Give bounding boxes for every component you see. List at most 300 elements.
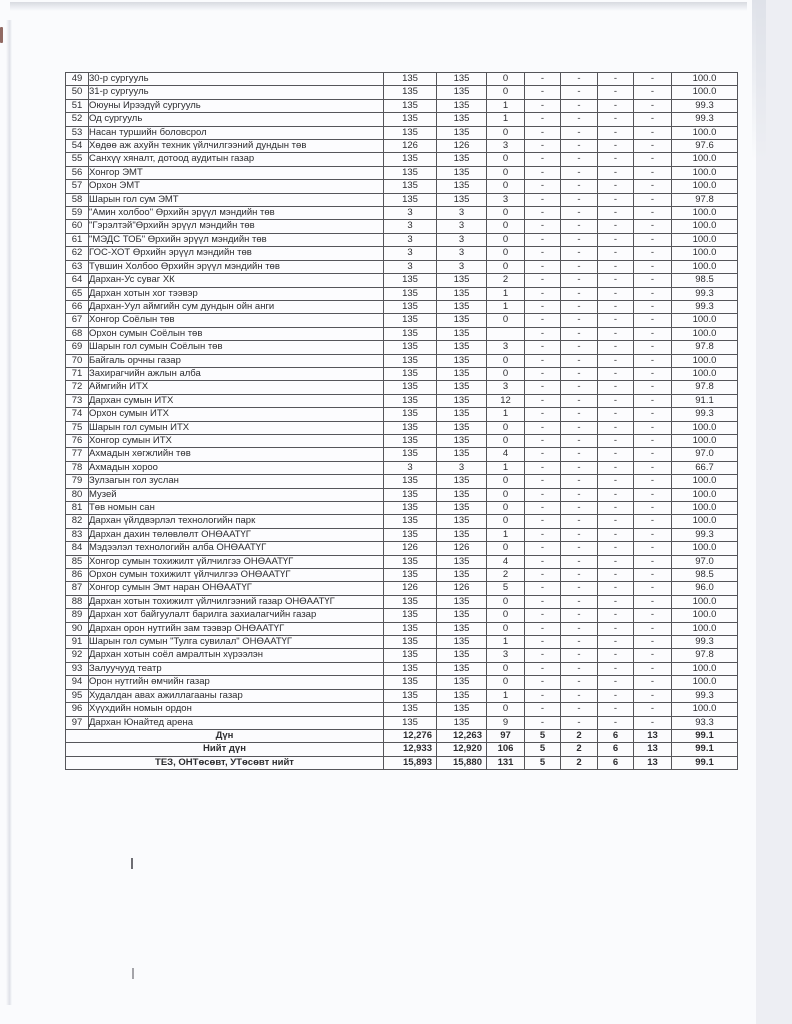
cell-value: 0 [487,73,525,86]
cell-value: - [525,126,561,139]
cell-value: - [634,475,672,488]
cell-value: - [561,247,598,260]
cell-value: 4 [487,448,525,461]
cell-organization-name: Төв номын сан [89,502,384,515]
cell-summary-value: 5 [525,756,561,769]
table-row [66,113,738,126]
cell-value: - [634,220,672,233]
cell-organization-name: Музей [89,488,384,501]
table-row [66,220,738,233]
cell-value: - [525,716,561,729]
cell-value: - [561,622,598,635]
cell-summary-label: Нийт дүн [66,743,384,756]
cell-value: - [634,73,672,86]
cell-value: - [634,300,672,313]
cell-value: 126 [384,140,437,153]
cell-row-number: 93 [66,662,89,675]
cell-row-number: 73 [66,394,89,407]
cell-value: 0 [487,86,525,99]
cell-row-number: 64 [66,274,89,287]
table-row [66,341,738,354]
cell-value: - [598,381,634,394]
cell-value: 135 [437,126,487,139]
cell-value: 3 [384,247,437,260]
table-row [66,354,738,367]
cell-value: 99.3 [672,528,738,541]
cell-value: 135 [384,394,437,407]
cell-organization-name: Зулзагын гол зуслан [89,475,384,488]
cell-row-number: 80 [66,488,89,501]
cell-value: - [598,609,634,622]
cell-value: - [525,595,561,608]
cell-value: 0 [487,314,525,327]
cell-value: 3 [384,220,437,233]
cell-value: - [634,341,672,354]
cell-value: 135 [437,689,487,702]
cell-value: - [561,140,598,153]
cell-value: - [634,274,672,287]
cell-value: - [525,99,561,112]
cell-value: - [598,73,634,86]
cell-row-number: 58 [66,193,89,206]
cell-value: - [598,354,634,367]
cell-value: 100.0 [672,166,738,179]
cell-value: 3 [384,233,437,246]
cell-value: - [598,408,634,421]
cell-value: - [634,394,672,407]
cell-value: 91.1 [672,394,738,407]
cell-value: - [598,703,634,716]
cell-value: 93.3 [672,716,738,729]
cell-value: - [634,622,672,635]
cell-value: - [561,381,598,394]
cell-value: - [598,716,634,729]
cell-value: 1 [487,300,525,313]
cell-organization-name: Дархан хотын тохижилт үйлчилгээний газар ОНӨААТҮГ [89,595,384,608]
cell-value: 100.0 [672,676,738,689]
cell-value: 135 [384,408,437,421]
cell-value: 135 [384,716,437,729]
cell-value: - [525,689,561,702]
cell-value: - [525,233,561,246]
cell-value: 135 [437,434,487,447]
cell-organization-name: 31-р сургууль [89,86,384,99]
cell-summary-value: 99.1 [672,743,738,756]
cell-value: - [525,528,561,541]
cell-value: 100.0 [672,434,738,447]
cell-value: 135 [384,649,437,662]
cell-row-number: 89 [66,609,89,622]
cell-value: 3 [384,461,437,474]
cell-value: 0 [487,354,525,367]
cell-value: - [561,555,598,568]
cell-value: - [525,247,561,260]
cell-row-number: 50 [66,86,89,99]
cell-value: - [634,233,672,246]
cell-organization-name: Орхон сумын ИТХ [89,408,384,421]
cell-summary-value: 12,263 [437,729,487,742]
table-row [66,622,738,635]
cell-value: 135 [437,662,487,675]
cell-organization-name: Хонгор ЭМТ [89,166,384,179]
table-summary-row [66,743,738,756]
cell-organization-name: "МЭДС ТОБ" Өрхийн эрүүл мэндийн төв [89,233,384,246]
cell-value: - [525,113,561,126]
cell-value: 135 [384,502,437,515]
cell-value: 135 [437,341,487,354]
cell-value: - [525,394,561,407]
cell-value: 0 [487,207,525,220]
cell-value: - [598,99,634,112]
cell-value: 135 [437,421,487,434]
cell-value: - [634,327,672,340]
cell-value: 100.0 [672,233,738,246]
cell-value: 135 [384,287,437,300]
table-summary-row [66,729,738,742]
cell-value: 135 [437,609,487,622]
cell-value: 135 [384,676,437,689]
cell-value: 99.3 [672,300,738,313]
cell-value: 100.0 [672,327,738,340]
cell-value: 0 [487,367,525,380]
cell-value: - [598,314,634,327]
cell-value: 0 [487,515,525,528]
cell-row-number: 78 [66,461,89,474]
cell-value: - [598,327,634,340]
cell-value: 3 [437,220,487,233]
cell-value [487,327,525,340]
scan-artifact-top-shadow [10,2,747,11]
cell-value: 135 [437,274,487,287]
cell-value: - [634,153,672,166]
cell-row-number: 87 [66,582,89,595]
table-row [66,582,738,595]
cell-value: 135 [384,434,437,447]
cell-organization-name: 30-р сургууль [89,73,384,86]
cell-value: - [634,113,672,126]
table-row [66,233,738,246]
cell-organization-name: Оюуны Ирээдүй сургууль [89,99,384,112]
cell-summary-value: 2 [561,743,598,756]
cell-value: 100.0 [672,260,738,273]
cell-value: - [634,461,672,474]
cell-value: 135 [384,341,437,354]
cell-organization-name: Хүүхдийн номын ордон [89,703,384,716]
cell-value: 100.0 [672,367,738,380]
cell-value: 135 [437,716,487,729]
table-summary-row [66,756,738,769]
cell-value: 97.8 [672,193,738,206]
cell-value: - [598,394,634,407]
cell-organization-name: Орхон сумын тохижилт үйлчилгээ ОНӨААТҮГ [89,569,384,582]
cell-row-number: 70 [66,354,89,367]
cell-value: - [561,220,598,233]
cell-value: 100.0 [672,515,738,528]
cell-value: - [561,502,598,515]
cell-value: - [634,542,672,555]
cell-value: - [634,689,672,702]
cell-value: - [561,461,598,474]
cell-value: - [561,421,598,434]
cell-value: 3 [487,140,525,153]
cell-value: 100.0 [672,475,738,488]
cell-value: - [525,475,561,488]
cell-row-number: 54 [66,140,89,153]
cell-value: - [598,300,634,313]
cell-value: - [525,86,561,99]
cell-value: 135 [437,354,487,367]
cell-value: - [598,515,634,528]
cell-value: - [634,676,672,689]
cell-value: - [634,582,672,595]
cell-value: - [598,233,634,246]
cell-value: 5 [487,582,525,595]
cell-summary-value: 15,893 [384,756,437,769]
cell-value: - [598,126,634,139]
table-body [66,73,738,770]
cell-row-number: 65 [66,287,89,300]
cell-value: - [525,582,561,595]
table-row [66,73,738,86]
cell-value: 4 [487,555,525,568]
cell-value: 135 [437,381,487,394]
cell-value: 99.3 [672,287,738,300]
cell-value: 100.0 [672,502,738,515]
cell-value: - [525,354,561,367]
cell-value: - [561,595,598,608]
cell-value: - [561,662,598,675]
cell-value: - [598,207,634,220]
cell-value: - [561,354,598,367]
cell-value: 135 [437,475,487,488]
cell-organization-name: "Гэрэлтэй"Өрхийн эрүүл мэндийн төв [89,220,384,233]
cell-value: 135 [437,113,487,126]
cell-value: 135 [437,555,487,568]
cell-value: 100.0 [672,421,738,434]
cell-value: 3 [437,233,487,246]
cell-value: - [525,622,561,635]
table-row [66,408,738,421]
table-row [66,140,738,153]
cell-row-number: 82 [66,515,89,528]
cell-value: - [634,421,672,434]
table-row [66,260,738,273]
cell-row-number: 95 [66,689,89,702]
cell-value: 126 [384,542,437,555]
cell-summary-value: 12,276 [384,729,437,742]
cell-value: - [525,287,561,300]
cell-value: 135 [384,515,437,528]
table-row [66,381,738,394]
cell-value: - [525,341,561,354]
cell-organization-name: Орхон ЭМТ [89,180,384,193]
cell-value: - [598,434,634,447]
cell-summary-value: 2 [561,756,598,769]
cell-value: - [634,488,672,501]
cell-value: - [561,515,598,528]
cell-value: 135 [384,689,437,702]
cell-summary-value: 12,920 [437,743,487,756]
cell-row-number: 92 [66,649,89,662]
cell-value: - [634,247,672,260]
cell-value: 135 [437,569,487,582]
cell-organization-name: Хөдөө аж ахуйн техник үйлчилгээний дундын төв [89,140,384,153]
cell-value: - [634,166,672,179]
cell-value: 0 [487,703,525,716]
cell-value: 100.0 [672,314,738,327]
cell-organization-name: Дархан Юнайтед арена [89,716,384,729]
cell-value: 135 [384,180,437,193]
cell-value: - [525,421,561,434]
cell-value: - [561,367,598,380]
cell-value: - [561,193,598,206]
cell-value: - [561,287,598,300]
cell-value: 135 [384,300,437,313]
cell-value: 135 [437,327,487,340]
cell-value: 3 [487,649,525,662]
cell-value: 0 [487,434,525,447]
table-row [66,716,738,729]
cell-value: 135 [437,703,487,716]
cell-value: 0 [487,676,525,689]
cell-value: - [634,662,672,675]
cell-organization-name: Хонгор сумын тохижилт үйлчилгээ ОНӨААТҮГ [89,555,384,568]
cell-value: - [598,153,634,166]
cell-value: 99.3 [672,99,738,112]
cell-value: 100.0 [672,703,738,716]
cell-value: 0 [487,421,525,434]
cell-value: - [561,703,598,716]
cell-value: 135 [437,166,487,179]
cell-summary-value: 97 [487,729,525,742]
cell-value: 135 [384,193,437,206]
cell-value: 135 [437,408,487,421]
cell-value: 135 [384,703,437,716]
cell-organization-name: Дархан үйлдвэрлэл технологийн парк [89,515,384,528]
cell-value: - [525,300,561,313]
cell-value: - [598,582,634,595]
cell-value: 3 [487,381,525,394]
table-row [66,367,738,380]
cell-organization-name: Аймгийн ИТХ [89,381,384,394]
cell-value: - [525,569,561,582]
cell-value: - [598,86,634,99]
scan-artifact-mark [131,858,133,869]
cell-organization-name: Шарын гол сум ЭМТ [89,193,384,206]
cell-value: - [561,99,598,112]
cell-value: - [561,113,598,126]
cell-row-number: 68 [66,327,89,340]
cell-value: - [634,528,672,541]
cell-value: - [598,193,634,206]
cell-value: - [525,502,561,515]
cell-value: 2 [487,274,525,287]
table-row [66,300,738,313]
cell-value: - [634,314,672,327]
cell-row-number: 84 [66,542,89,555]
cell-value: - [525,220,561,233]
cell-value: 135 [437,153,487,166]
cell-value: 0 [487,166,525,179]
cell-value: - [598,475,634,488]
cell-value: - [525,662,561,675]
cell-value: 100.0 [672,488,738,501]
cell-value: 135 [384,274,437,287]
cell-value: 9 [487,716,525,729]
cell-value: - [598,166,634,179]
table-row [66,609,738,622]
cell-summary-value: 131 [487,756,525,769]
cell-value: 0 [487,488,525,501]
cell-value: - [634,716,672,729]
cell-value: 135 [437,676,487,689]
cell-row-number: 61 [66,233,89,246]
cell-value: 1 [487,99,525,112]
cell-value: 0 [487,609,525,622]
cell-organization-name: Дархан хотын соёл амралтын хүрээлэн [89,649,384,662]
cell-organization-name: Хонгор сумын Эмт наран ОНӨААТҮГ [89,582,384,595]
cell-value: 3 [437,260,487,273]
cell-value: - [598,287,634,300]
cell-value: 99.3 [672,689,738,702]
cell-organization-name: Орон нутгийн өмчийн газар [89,676,384,689]
cell-organization-name: ГОС-ХОТ Өрхийн эрүүл мэндийн төв [89,247,384,260]
cell-value: 135 [437,636,487,649]
cell-summary-value: 5 [525,729,561,742]
cell-summary-value: 6 [598,756,634,769]
cell-value: 135 [437,595,487,608]
cell-value: 135 [384,99,437,112]
cell-organization-name: Насан туршийн боловсрол [89,126,384,139]
cell-value: - [561,207,598,220]
cell-value: - [561,408,598,421]
cell-row-number: 90 [66,622,89,635]
cell-value: - [598,595,634,608]
cell-value: 135 [437,394,487,407]
cell-value: 135 [384,153,437,166]
cell-value: 100.0 [672,622,738,635]
cell-value: - [598,180,634,193]
cell-value: - [561,341,598,354]
cell-value: 135 [384,636,437,649]
cell-value: - [598,502,634,515]
table-row [66,595,738,608]
table-row [66,126,738,139]
table-row [66,327,738,340]
cell-value: - [561,676,598,689]
cell-value: - [598,662,634,675]
cell-value: 135 [437,528,487,541]
cell-value: 1 [487,408,525,421]
cell-value: 135 [437,622,487,635]
cell-organization-name: Худалдан авах ажиллагааны газар [89,689,384,702]
table-row [66,166,738,179]
cell-value: 135 [437,515,487,528]
cell-summary-label: ТЕЗ, ОНТөсөвт, УТөсөвт нийт [66,756,384,769]
table-row [66,247,738,260]
cell-value: 135 [437,86,487,99]
cell-value: 0 [487,153,525,166]
cell-value: 135 [437,314,487,327]
cell-value: 3 [384,260,437,273]
cell-organization-name: Од сургууль [89,113,384,126]
cell-value: - [634,448,672,461]
cell-value: - [634,381,672,394]
cell-row-number: 94 [66,676,89,689]
cell-organization-name: Дархан орон нутгийн зам тээвэр ОНӨААТҮГ [89,622,384,635]
cell-value: 135 [384,73,437,86]
cell-value: 1 [487,636,525,649]
